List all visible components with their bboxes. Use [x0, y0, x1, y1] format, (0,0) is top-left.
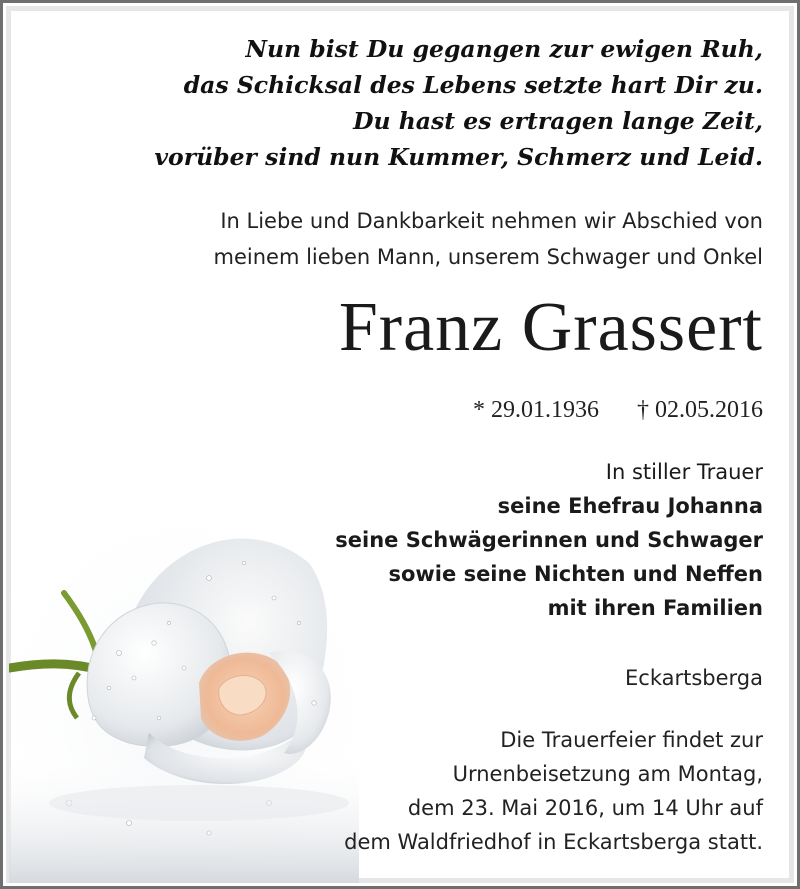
poem-line: vorüber sind nun Kummer, Schmerz und Leid. — [154, 143, 763, 171]
poem-line: das Schicksal des Lebens setzte hart Dir zu. — [183, 71, 763, 99]
mourners-intro: In stiller Trauer — [605, 460, 763, 484]
deceased-name: Franz Grassert — [338, 289, 763, 366]
death-date: † 02.05.2016 — [637, 397, 763, 423]
poem-line: Nun bist Du gegangen zur ewigen Ruh, — [245, 35, 763, 63]
life-dates — [473, 395, 763, 425]
ceremony-line: dem 23. Mai 2016, um 14 Uhr auf — [407, 796, 763, 820]
ceremony-line: Die Trauerfeier findet zur — [500, 728, 763, 752]
poem-line: Du hast es ertragen lange Zeit, — [353, 107, 763, 135]
farewell-intro — [214, 203, 763, 275]
mourners-block — [335, 455, 763, 625]
mourner-line: seine Ehefrau Johanna — [497, 494, 763, 518]
mourner-line: mit ihren Familien — [547, 596, 763, 620]
place-name: Eckartsberga — [625, 666, 763, 690]
ceremony-line: dem Waldfriedhof in Eckartsberga statt. — [344, 830, 763, 854]
mourner-line: seine Schwägerinnen und Schwager — [335, 528, 763, 552]
mourner-line: sowie seine Nichten und Neffen — [388, 562, 763, 586]
intro-line: meinem lieben Mann, unserem Schwager und Onkel — [213, 245, 763, 269]
birth-date: * 29.01.1936 — [473, 397, 599, 423]
poem — [154, 31, 763, 175]
ceremony-info — [344, 723, 763, 859]
ceremony-line: Urnenbeisetzung am Montag, — [452, 762, 763, 786]
intro-line: In Liebe und Dankbarkeit nehmen wir Abschied von — [220, 209, 763, 233]
obituary-text — [3, 3, 800, 889]
